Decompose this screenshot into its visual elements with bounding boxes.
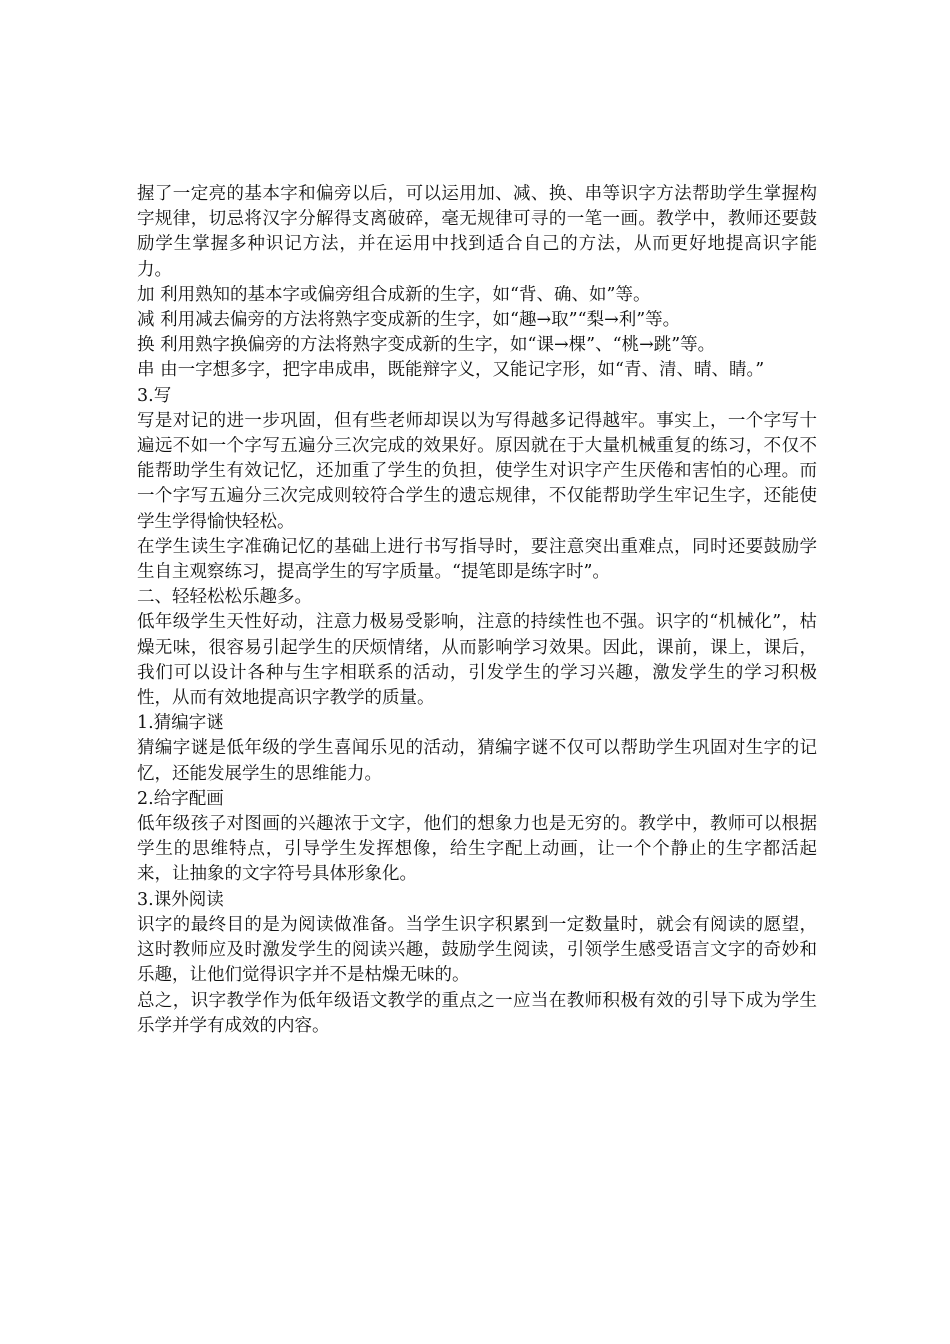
paragraph-riddles-body: 猜编字谜是低年级的学生喜闻乐见的活动，猜编字谜不仅可以帮助学生巩固对生字的记忆，还能发展学生的思维能力。 <box>137 738 817 784</box>
paragraph-section-two-body: 低年级学生天性好动，注意力极易受影响，注意的持续性也不强。识字的“机械化”，枯燥无味，很容易引起学生的厌烦情绪，从而影响学习效果。因此，课前，课上，课后，我们可以设计各种与生字相联系的活动，引发学生的学习兴趣，激发学生的学习积极性，从而有效地提高识字教学的质量。 <box>137 612 817 709</box>
heading-section-two: 二、轻轻松松乐趣多。 <box>137 587 312 608</box>
paragraph-method-add: 加 利用熟知的基本字或偏旁组合成新的生字，如“背、确、如”等。 <box>137 284 651 305</box>
paragraph-reading-body: 识字的最终目的是为阅读做准备。当学生识字积累到一定数量时，就会有阅读的愿望，这时教师应及时激发学生的阅读兴趣，鼓励学生阅读，引领学生感受语言文字的奇妙和乐趣，让他们觉得识字并不是枯燥无味的。 <box>137 914 817 986</box>
heading-riddles: 1.猜编字谜 <box>137 713 224 734</box>
paragraph-method-subtract: 减 利用减去偏旁的方法将熟字变成新的生字，如“趣→取”“梨→利”等。 <box>137 310 681 331</box>
paragraph-write-body: 写是对记的进一步巩固，但有些老师却误以为写得越多记得越牢。事实上，一个字写十遍远不如一个字写五遍分三次完成的效果好。原因就在于大量机械重复的练习，不仅不能帮助学生有效记忆，还加重了学生的负担，使学生对识字产生厌倦和害怕的心理。而一个字写五遍分三次完成则较符合学生的遗忘规律，不仅能帮助学生牢记生字，还能使学生学得愉快轻松。 <box>137 410 817 532</box>
document-body <box>137 182 817 1039</box>
paragraph-method-swap: 换 利用熟字换偏旁的方法将熟字变成新的生字，如“课→棵”、“桃→跳”等。 <box>137 335 716 356</box>
heading-pictures: 2.给字配画 <box>137 788 224 809</box>
paragraph-method-chain: 串 由一字想多字，把字串成串，既能辩字义，又能记字形，如“青、清、晴、睛。” <box>137 360 765 381</box>
paragraph-intro: 握了一定亮的基本字和偏旁以后，可以运用加、减、换、串等识字方法帮助学生掌握构字规律，切忌将汉字分解得支离破碎，毫无规律可寻的一笔一画。教学中，教师还要鼓励学生掌握多种识记方法，并在运用中找到适合自己的方法，从而更好地提高识字能力。 <box>137 184 817 280</box>
paragraph-conclusion: 总之，识字教学作为低年级语文教学的重点之一应当在教师积极有效的引导下成为学生乐学并学有成效的内容。 <box>137 990 817 1036</box>
heading-write: 3.写 <box>137 385 172 406</box>
paragraph-pictures-body: 低年级孩子对图画的兴趣浓于文字，他们的想象力也是无穷的。教学中，教师可以根据学生的思维特点，引导学生发挥想像，给生字配上动画，让一个个静止的生字都活起来，让抽象的文字符号具体形象化。 <box>137 814 817 885</box>
heading-reading: 3.课外阅读 <box>137 889 224 910</box>
paragraph-write-guidance: 在学生读生字准确记忆的基础上进行书写指导时，要注意突出重难点，同时还要鼓励学生自主观察练习，提高学生的写字质量。“提笔即是练字时”。 <box>137 536 817 583</box>
